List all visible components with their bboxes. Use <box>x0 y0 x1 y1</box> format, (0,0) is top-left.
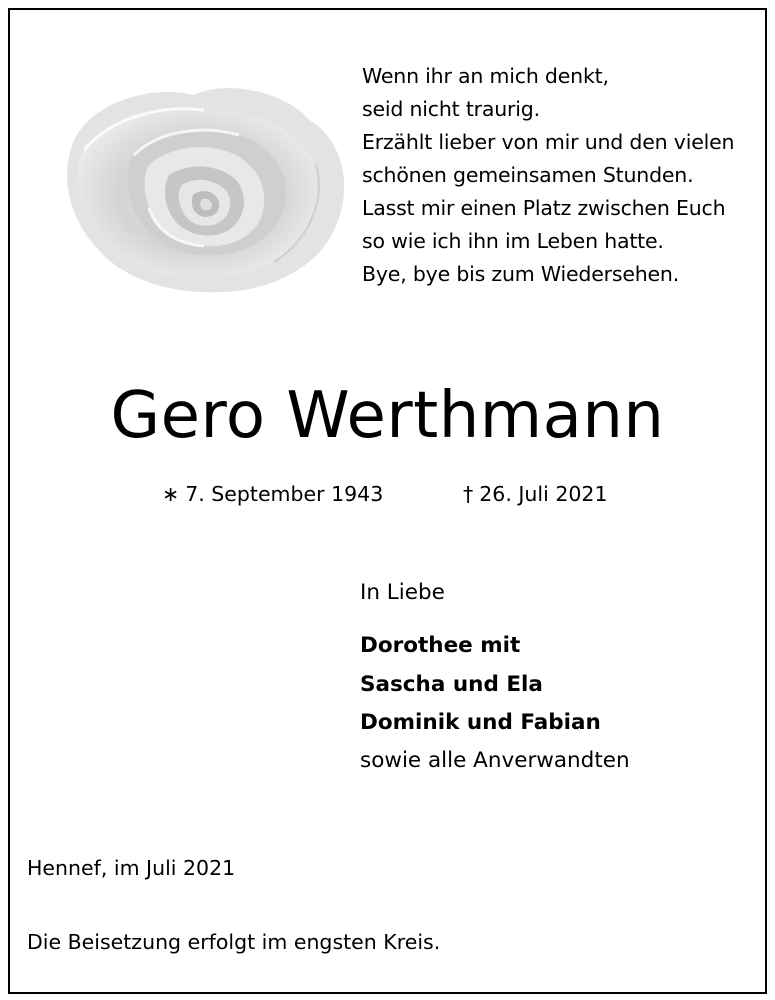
death-cross-icon: † <box>463 482 474 506</box>
poem-line: so wie ich ihn im Leben hatte. <box>362 229 664 253</box>
rose-image <box>54 80 354 295</box>
death-date-text: 26. Juli 2021 <box>479 482 608 506</box>
mourners-intro: In Liebe <box>360 580 445 605</box>
death-date <box>463 482 608 506</box>
poem-line: Lasst mir einen Platz zwischen Euch <box>362 196 726 220</box>
mourners-block <box>360 576 630 779</box>
deceased-name: Gero Werthmann <box>110 379 665 453</box>
birth-date <box>162 482 383 506</box>
mourner-name: Sascha und Ela <box>360 671 543 697</box>
poem-line: schönen gemeinsamen Stunden. <box>362 163 694 187</box>
place-date: Hennef, im Juli 2021 <box>27 856 236 880</box>
mourner-name: Dominik und Fabian <box>360 710 601 735</box>
poem <box>362 60 734 291</box>
birth-date-text: 7. September 1943 <box>185 482 384 506</box>
poem-line: Bye, bye bis zum Wiedersehen. <box>362 262 680 286</box>
poem-line: Wenn ihr an mich denkt, <box>362 64 609 88</box>
obituary-card <box>8 8 767 994</box>
burial-note: Die Beisetzung erfolgt im engsten Kreis. <box>27 930 441 954</box>
poem-line: seid nicht traurig. <box>362 97 540 121</box>
mourners-relatives: sowie alle Anverwandten <box>360 747 630 773</box>
birth-star-icon: ∗ <box>162 482 180 506</box>
mourner-name: Dorothee mit <box>360 633 521 658</box>
poem-line: Erzählt lieber von mir und den vielen <box>362 130 735 154</box>
